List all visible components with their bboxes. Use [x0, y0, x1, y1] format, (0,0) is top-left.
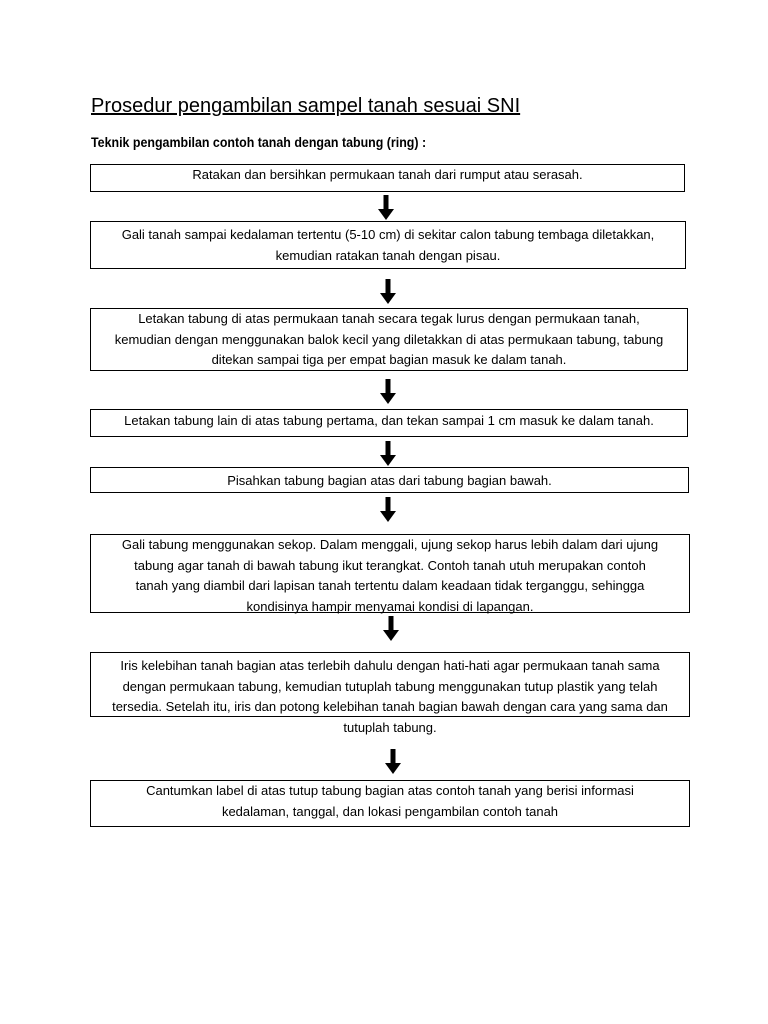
step-8-box	[90, 780, 690, 827]
step-6-line-3: tanah yang diambil dari lapisan tanah tertentu dalam keadaan tidak terganggu, sehingga	[135, 578, 645, 593]
step-8-line-1: Cantumkan label di atas tutup tabung bagian atas contoh tanah yang berisi informasi	[146, 783, 634, 798]
step-1-box	[90, 164, 685, 192]
step-8-line-2: kedalaman, tanggal, dan lokasi pengambilan contoh tanah	[221, 803, 559, 819]
down-arrow-icon	[380, 279, 396, 304]
step-3-line-1: Letakan tabung di atas permukaan tanah secara tegak lurus dengan permukaan tanah,	[138, 311, 640, 326]
step-7-box	[90, 652, 690, 735]
down-arrow-icon	[385, 749, 401, 774]
step-1-line-1: Ratakan dan bersihkan permukaan tanah dari rumput atau serasah.	[192, 167, 583, 182]
step-6-line-4: kondisinya hampir menyamai kondisi di lapangan.	[246, 598, 534, 614]
section-subtitle: Teknik pengambilan contoh tanah dengan tabung (ring) :	[91, 135, 427, 150]
page-title: Prosedur pengambilan sampel tanah sesuai SNI	[91, 95, 521, 117]
down-arrow-icon	[380, 497, 396, 522]
step-4-line-1: Letakan tabung lain di atas tabung pertama, dan tekan sampai 1 cm masuk ke dalam tanah.	[124, 413, 654, 428]
down-arrow-icon	[383, 616, 399, 641]
step-2-line-2: kemudian ratakan tanah dengan pisau.	[275, 247, 501, 263]
step-3-box	[90, 308, 688, 371]
down-arrow-icon	[378, 195, 394, 220]
step-3-line-2: kemudian dengan menggunakan balok kecil yang diletakkan di atas permukaan tabung, tabung	[114, 331, 664, 347]
step-7-line-4: tutuplah tabung.	[343, 719, 437, 735]
down-arrow-icon	[380, 441, 396, 466]
step-7-line-2: dengan permukaan tabung, kemudian tutuplah tabung menggunakan tutup plastik yang telah	[122, 678, 658, 694]
step-6-line-2: tabung agar tanah di bawah tabung ikut terangkat. Contoh tanah utuh merupakan contoh	[134, 557, 646, 573]
step-5-box	[90, 467, 689, 493]
step-6-box	[90, 534, 690, 613]
step-7-line-3: tersedia. Setelah itu, iris dan potong kelebihan tanah bagian bawah dengan cara yang sama dan	[112, 699, 668, 714]
step-3-line-3: ditekan sampai tiga per empat bagian masuk ke dalam tanah.	[211, 352, 567, 367]
step-7-line-1: Iris kelebihan tanah bagian atas terlebih dahulu dengan hati-hati agar permukaan tanah sama	[120, 658, 660, 673]
step-2-box	[90, 221, 686, 269]
step-2-line-1: Gali tanah sampai kedalaman tertentu (5-10 cm) di sekitar calon tabung tembaga diletakkan,	[121, 227, 655, 242]
step-6-line-1: Gali tabung menggunakan sekop. Dalam menggali, ujung sekop harus lebih dalam dari ujung	[121, 537, 659, 552]
step-4-box	[90, 409, 688, 437]
step-5-line-1: Pisahkan tabung bagian atas dari tabung bagian bawah.	[227, 473, 552, 488]
down-arrow-icon	[380, 379, 396, 404]
